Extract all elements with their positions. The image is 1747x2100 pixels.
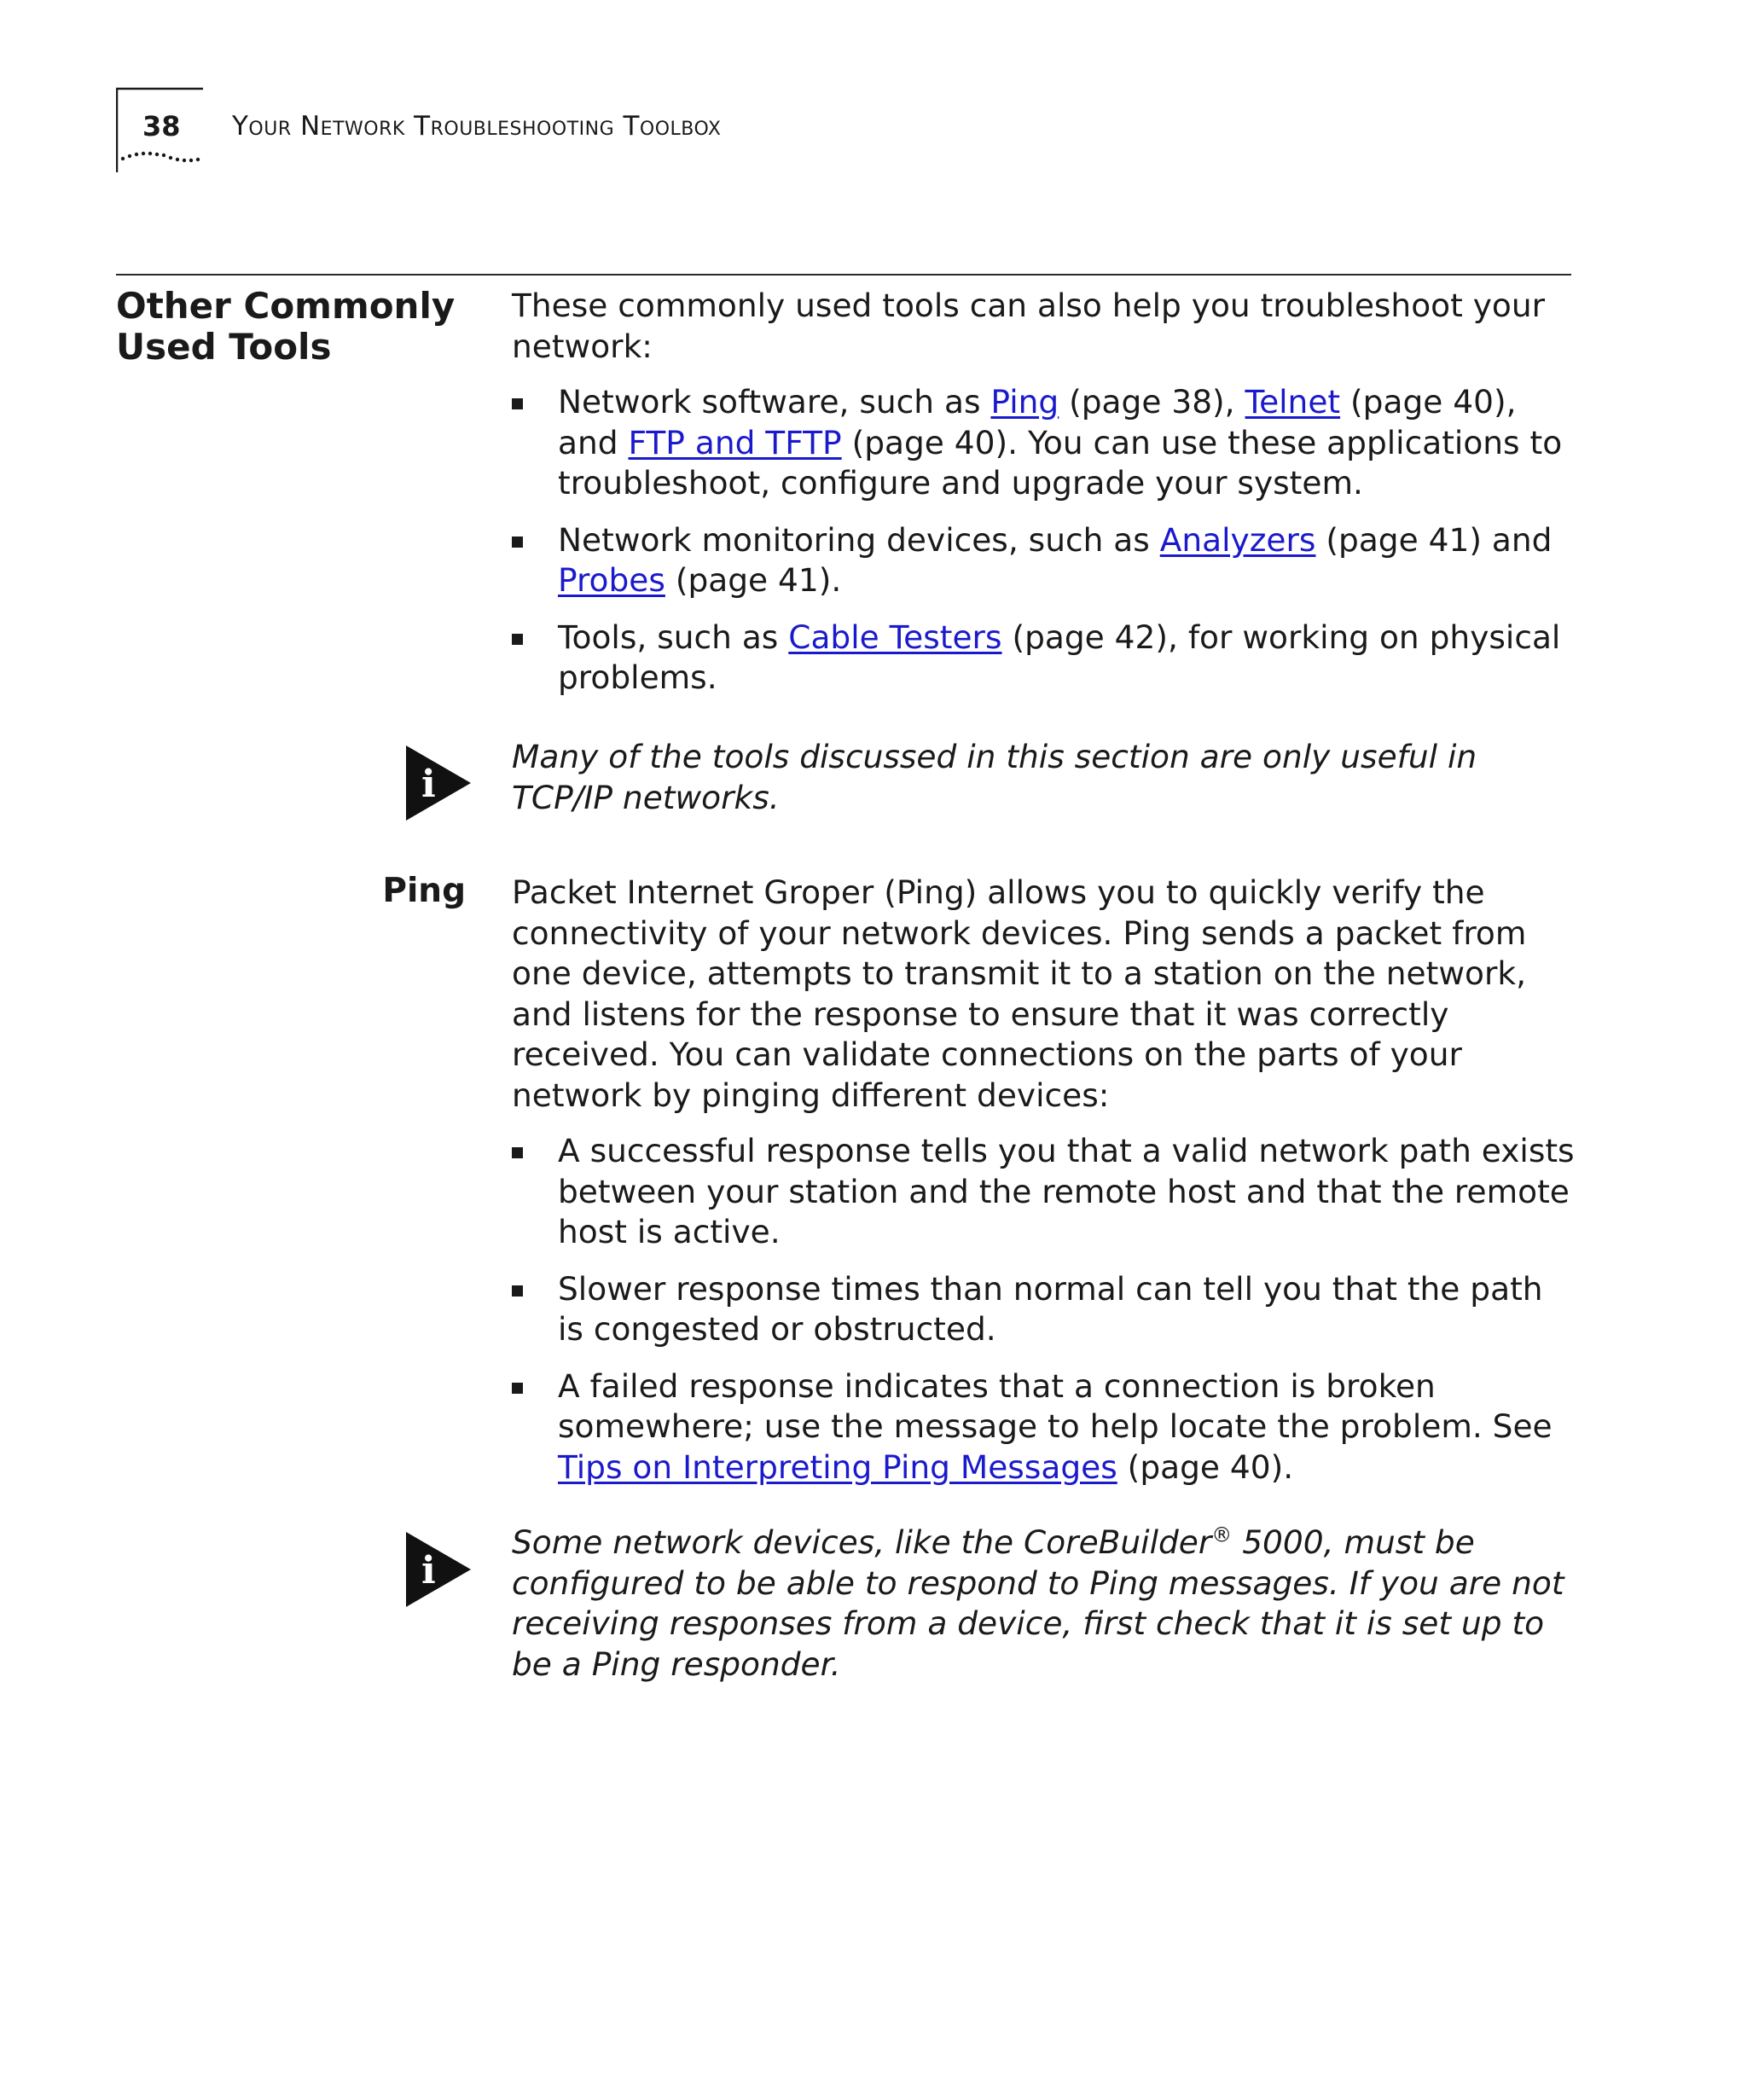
info-note-icon [403,744,474,822]
ping-heading: Ping [382,872,466,910]
registered-mark: ® [1211,1523,1233,1547]
note-ping-responder [512,1523,1578,1685]
ping-results-list [512,1131,1578,1488]
bullet-icon [512,1383,523,1394]
list-item: Network software, such as Ping (page 38), Telnet (page 40), and FTP and TFTP (page 40). You can use these applications to troubleshoot, configure and upgrade your system. [512,382,1578,504]
svg-text:i: i [421,1549,436,1592]
section-heading: Other Commonly Used Tools [116,285,456,368]
ping-body [512,873,1578,1504]
info-note-icon [403,1530,474,1609]
svg-text:i: i [421,763,436,806]
list-item: Slower response times than normal can tell you that the path is congested or obstructed. [512,1269,1578,1350]
list-item: Tools, such as Cable Testers (page 42), for working on physical problems. [512,618,1578,699]
bullet-icon [512,634,523,645]
link-ping[interactable]: Ping [990,383,1059,421]
bullet-icon [512,398,523,409]
note-text: Many of the tools discussed in this section are only useful in TCP/IP networks. [512,738,1477,816]
link-probes[interactable]: Probes [558,561,665,599]
link-analyzers[interactable]: Analyzers [1159,520,1316,559]
list-item: A failed response indicates that a connection is broken somewhere; use the message to help locate the problem. See Tips on Interpreting Ping Messages (page 40). [512,1366,1578,1488]
section-body [512,286,1578,715]
section-divider [116,274,1571,276]
link-tips-ping-messages[interactable]: Tips on Interpreting Ping Messages [558,1447,1117,1486]
link-telnet[interactable]: Telnet [1245,383,1341,421]
bullet-icon [512,537,523,548]
bullet-icon [512,1147,523,1158]
page-number: 38 [142,110,181,142]
list-item: A successful response tells you that a valid network path exists between your station and the remote host and that the remote host is active. [512,1131,1578,1253]
link-cable-testers[interactable]: Cable Testers [788,618,1002,656]
ping-paragraph: Packet Internet Groper (Ping) allows you to quickly verify the connectivity of your network devices. Ping sends a packet from one device, attempts to transmit it to a station on the network, and listens for the response to ensure that it was correctly received. You can validate connections on the parts of your network by pinging different devices: [512,873,1527,1114]
note-text: Some network devices, like the CoreBuilder® 5000, must be configured to be able to respond to Ping messages. If you are not receiving responses from a device, first check that it is set up to be a Ping responder. [512,1523,1564,1683]
tools-list [512,382,1578,699]
bullet-icon [512,1285,523,1297]
list-item: Network monitoring devices, such as Analyzers (page 41) and Probes (page 41). [512,520,1578,601]
running-head: Your Network Troubleshooting Toolbox [232,111,722,142]
note-tcpip [512,737,1578,818]
link-ftp-tftp[interactable]: FTP and TFTP [628,423,842,461]
section-intro: These commonly used tools can also help you troubleshoot your network: [512,287,1546,365]
